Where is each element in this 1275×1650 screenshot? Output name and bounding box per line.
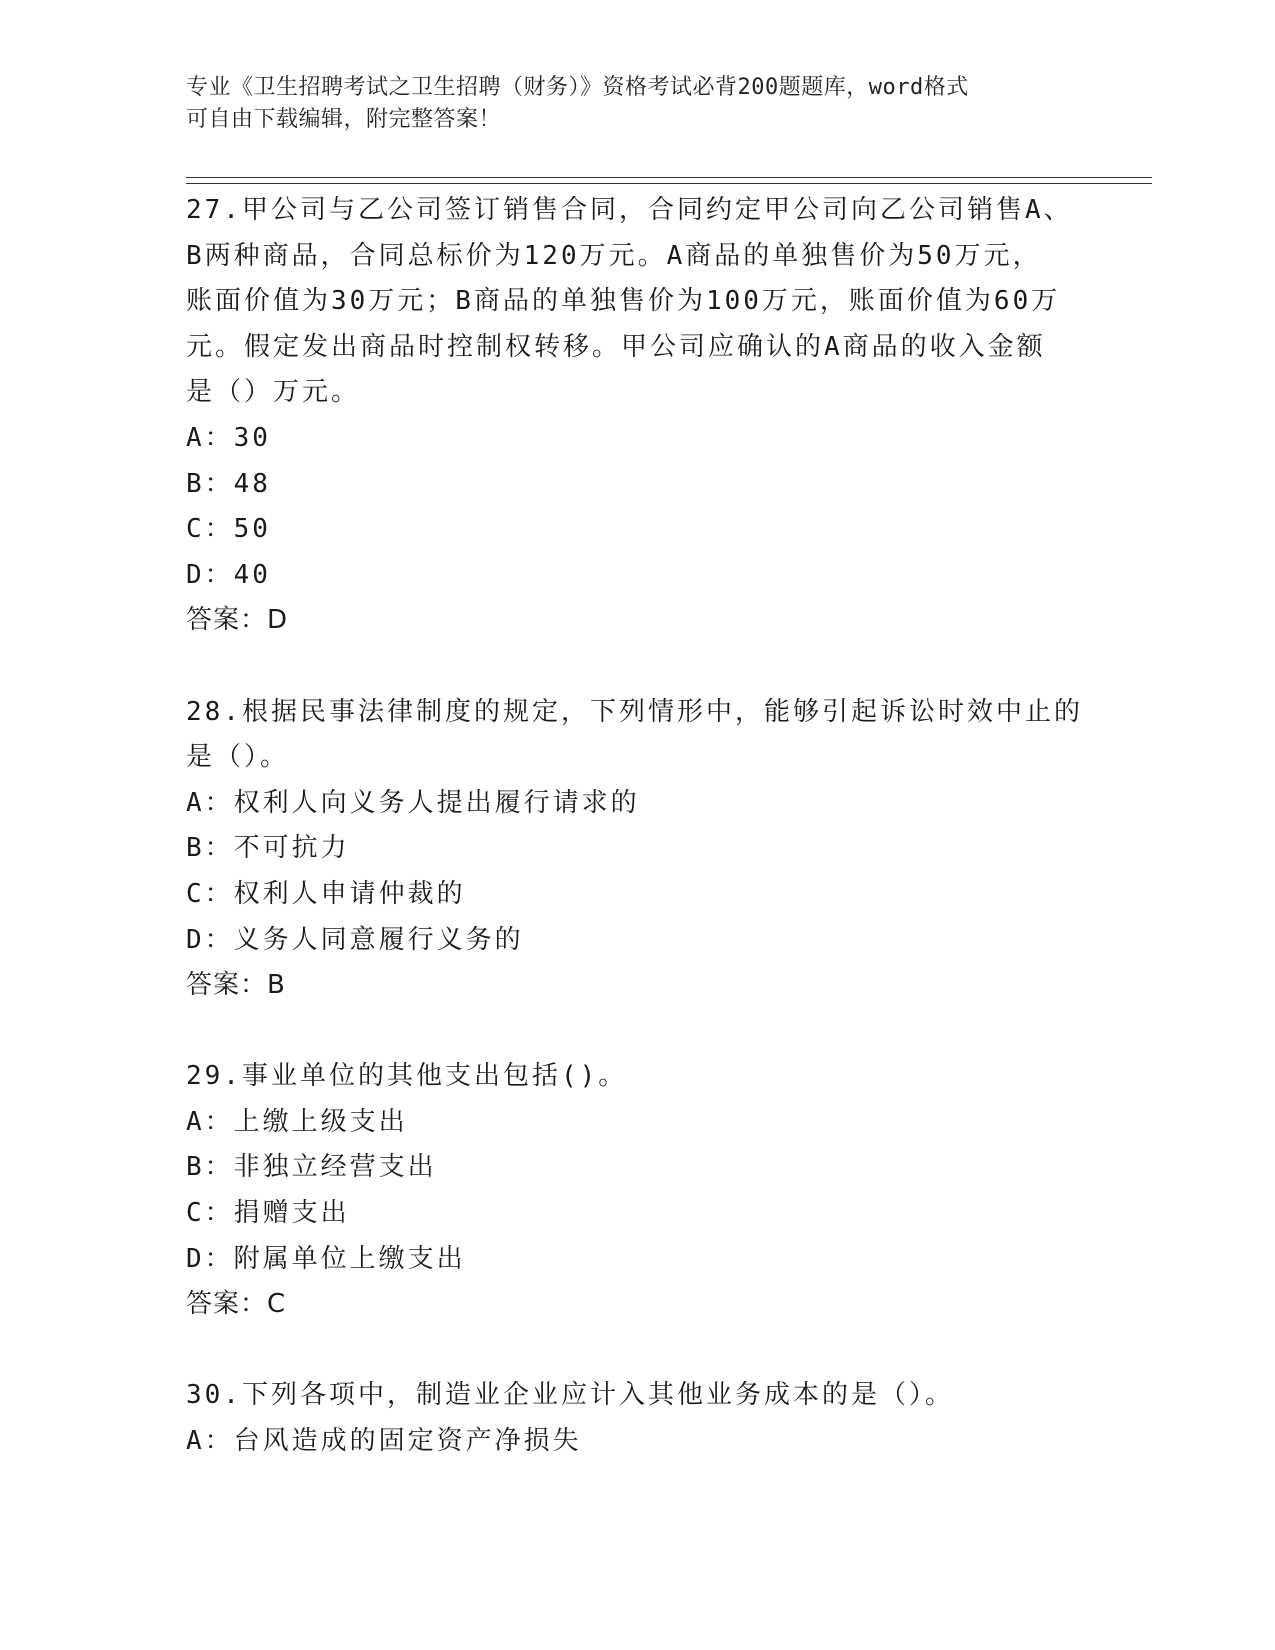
option-c: C：权利人申请仲裁的 (186, 878, 466, 909)
question-30 (186, 1373, 1086, 1464)
answer-line: 答案：C (186, 1289, 287, 1320)
question-27 (186, 188, 1086, 644)
option-c: C：50 (186, 514, 271, 545)
option-a: A：权利人向义务人提出履行请求的 (186, 787, 640, 818)
option-d: D：40 (186, 559, 271, 590)
spacer (186, 1328, 1086, 1374)
spacer (186, 644, 1086, 690)
option-a: A：上缴上级支出 (186, 1106, 408, 1137)
option-b: B：非独立经营支出 (186, 1152, 437, 1183)
question-text-line: 30.下列各项中，制造业企业应计入其他业务成本的是（）。 (186, 1380, 954, 1411)
header-line-1: 专业《卫生招聘考试之卫生招聘（财务）》资格考试必背200题题库，word格式 (186, 75, 969, 100)
option-d: D：义务人同意履行义务的 (186, 924, 524, 955)
question-text-line: 29.事业单位的其他支出包括()。 (186, 1061, 628, 1092)
answer-line: 答案：B (186, 970, 286, 1001)
question-list (186, 188, 1086, 1465)
option-a: A：台风造成的固定资产净损失 (186, 1426, 582, 1457)
option-c: C：捐赠支出 (186, 1198, 350, 1229)
question-text-line: 28.根据民事法律制度的规定，下列情形中，能够引起诉讼时效中止的 (186, 696, 1083, 727)
option-d: D：附属单位上缴支出 (186, 1243, 466, 1274)
option-b: B：48 (186, 468, 271, 499)
option-a: A：30 (186, 422, 271, 453)
header-line-2: 可自由下载编辑，附完整答案！ (186, 107, 502, 132)
spacer (186, 1009, 1086, 1055)
header-divider-bottom (186, 183, 1152, 184)
answer-line: 答案：D (186, 605, 289, 636)
question-text-line: 是（）。 (186, 742, 290, 773)
option-b: B：不可抗力 (186, 833, 350, 864)
question-text-line: B两种商品，合同总标价为120万元。A商品的单独售价为50万元， (186, 240, 1042, 271)
question-28 (186, 690, 1086, 1009)
question-text-line: 元。假定发出商品时控制权转移。甲公司应确认的A商品的收入金额 (186, 331, 1046, 362)
header-divider-top (186, 177, 1152, 178)
question-text-line: 是（）万元。 (186, 377, 361, 408)
document-header (186, 72, 1086, 136)
question-text-line: 账面价值为30万元；B商品的单独售价为100万元，账面价值为60万 (186, 286, 1061, 317)
question-29 (186, 1054, 1086, 1328)
question-text-line: 27.甲公司与乙公司签订销售合同，合同约定甲公司向乙公司销售A、 (186, 195, 1073, 225)
